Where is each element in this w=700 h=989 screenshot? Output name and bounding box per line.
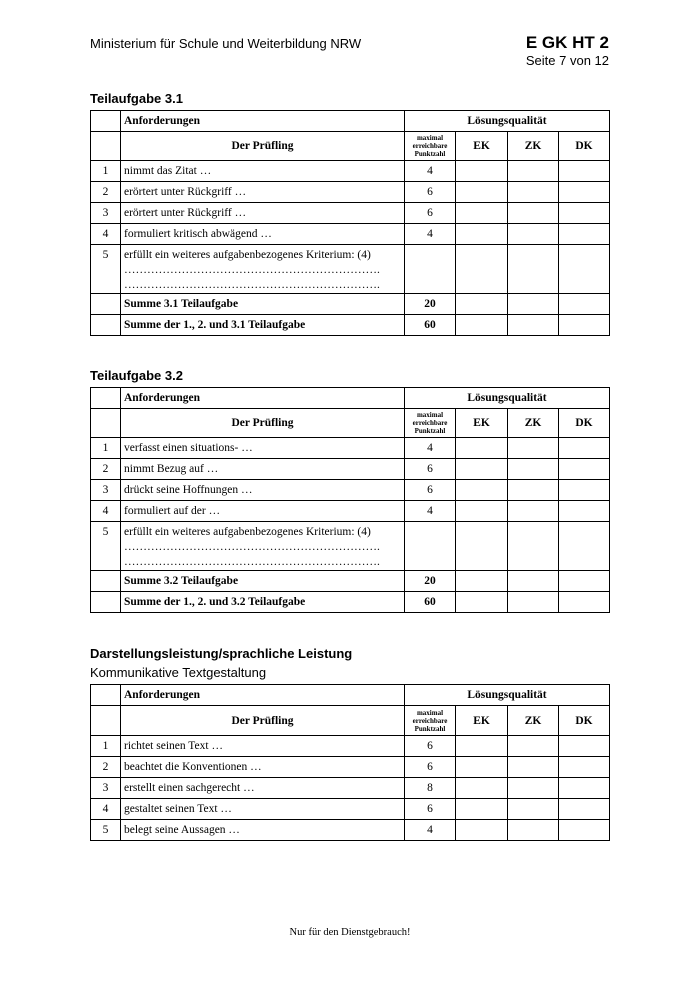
empty-cell: [91, 111, 121, 132]
ek-cell[interactable]: [456, 592, 508, 613]
ek-cell[interactable]: [456, 799, 508, 820]
table-row: [91, 224, 610, 245]
section3-table: [90, 684, 610, 841]
row-points: 6: [405, 736, 456, 757]
dk-cell[interactable]: [559, 224, 610, 245]
row-number: 2: [91, 459, 121, 480]
total-label: Summe der 1., 2. und 3.1 Teilaufgabe: [121, 315, 405, 336]
dk-cell[interactable]: [559, 459, 610, 480]
header-max-points: maximal erreichbare Punktzahl: [405, 132, 456, 161]
dk-cell[interactable]: [559, 736, 610, 757]
zk-cell[interactable]: [508, 778, 559, 799]
table-row: [91, 480, 610, 501]
header-ek: EK: [456, 706, 508, 736]
header-max-points: maximal erreichbare Punktzahl: [405, 409, 456, 438]
row-number: 1: [91, 438, 121, 459]
dk-cell[interactable]: [559, 480, 610, 501]
zk-cell[interactable]: [508, 459, 559, 480]
row-text: verfasst einen situations- …: [121, 438, 405, 459]
table-row: [91, 438, 610, 459]
table-row: [91, 245, 610, 294]
table-row: [91, 736, 610, 757]
empty-cell: [91, 132, 121, 161]
header-pruefling: Der Prüfling: [121, 706, 405, 736]
zk-cell[interactable]: [508, 182, 559, 203]
zk-cell[interactable]: [508, 294, 559, 315]
row-text: formuliert auf der …: [121, 501, 405, 522]
row-number: 2: [91, 182, 121, 203]
page-number: Seite 7 von 12: [525, 53, 609, 68]
footer-note: Nur für den Dienstgebrauch!: [289, 927, 411, 938]
header-ek: EK: [456, 132, 508, 161]
ek-cell[interactable]: [456, 182, 508, 203]
section1-table: [90, 110, 610, 336]
ek-cell[interactable]: [456, 438, 508, 459]
dk-cell[interactable]: [559, 438, 610, 459]
header-dk: DK: [559, 706, 610, 736]
row-number: 5: [91, 522, 121, 571]
row-text: gestaltet seinen Text …: [121, 799, 405, 820]
row-number: 3: [91, 480, 121, 501]
ek-cell[interactable]: [456, 571, 508, 592]
empty-cell: [91, 592, 121, 613]
row-number: 4: [91, 224, 121, 245]
dk-cell[interactable]: [559, 757, 610, 778]
empty-cell: [91, 315, 121, 336]
row-text: nimmt Bezug auf …: [121, 459, 405, 480]
table-row: [91, 203, 610, 224]
sum-row: [91, 294, 610, 315]
empty-cell: [91, 685, 121, 706]
ek-cell[interactable]: [456, 245, 508, 294]
table-row: [91, 501, 610, 522]
row-points: 4: [405, 161, 456, 182]
header-pruefling: Der Prüfling: [121, 409, 405, 438]
ek-cell[interactable]: [456, 736, 508, 757]
row-text: beachtet die Konventionen …: [121, 757, 405, 778]
header-anforderungen: Anforderungen: [121, 685, 405, 706]
ek-cell[interactable]: [456, 224, 508, 245]
row-text: belegt seine Aussagen …: [121, 820, 405, 841]
row-text: erfüllt ein weiteres aufgabenbezogenes Kriterium: (4) …………………………………………………………. ………………………………………………………….: [121, 522, 405, 571]
header-zk: ZK: [508, 132, 559, 161]
dk-cell[interactable]: [559, 571, 610, 592]
row-points: 4: [405, 501, 456, 522]
total-row: [91, 592, 610, 613]
header-pruefling: Der Prüfling: [121, 132, 405, 161]
row-text: erörtert unter Rückgriff …: [121, 182, 405, 203]
zk-cell[interactable]: [508, 203, 559, 224]
zk-cell[interactable]: [508, 480, 559, 501]
row-text: erfüllt ein weiteres aufgabenbezogenes Kriterium: (4) …………………………………………………………. ………………………………………………………….: [121, 245, 405, 294]
dk-cell[interactable]: [559, 522, 610, 571]
empty-cell: [91, 571, 121, 592]
empty-cell: [91, 388, 121, 409]
row-text: erörtert unter Rückgriff …: [121, 203, 405, 224]
header-zk: ZK: [508, 409, 559, 438]
dk-cell[interactable]: [559, 315, 610, 336]
sum-row: [91, 571, 610, 592]
ek-cell[interactable]: [456, 522, 508, 571]
row-number: 4: [91, 799, 121, 820]
zk-cell[interactable]: [508, 522, 559, 571]
zk-cell[interactable]: [508, 757, 559, 778]
exam-code: E GK HT 2: [525, 33, 609, 52]
row-points: 8: [405, 778, 456, 799]
row-number: 3: [91, 203, 121, 224]
total-points: 60: [405, 592, 456, 613]
section2-table: [90, 387, 610, 613]
table-row: [91, 799, 610, 820]
zk-cell[interactable]: [508, 820, 559, 841]
zk-cell[interactable]: [508, 501, 559, 522]
row-points: 6: [405, 480, 456, 501]
ek-cell[interactable]: [456, 501, 508, 522]
ek-cell[interactable]: [456, 778, 508, 799]
sum-points: 20: [405, 294, 456, 315]
row-points: 4: [405, 438, 456, 459]
sum-label: Summe 3.1 Teilaufgabe: [121, 294, 405, 315]
dk-cell[interactable]: [559, 245, 610, 294]
zk-cell[interactable]: [508, 592, 559, 613]
table-row: [91, 161, 610, 182]
row-number: 1: [91, 736, 121, 757]
header-zk: ZK: [508, 706, 559, 736]
ek-cell[interactable]: [456, 757, 508, 778]
row-number: 4: [91, 501, 121, 522]
header-ek: EK: [456, 409, 508, 438]
empty-cell: [91, 294, 121, 315]
row-text: richtet seinen Text …: [121, 736, 405, 757]
zk-cell[interactable]: [508, 571, 559, 592]
row-points: 4: [405, 820, 456, 841]
total-label: Summe der 1., 2. und 3.2 Teilaufgabe: [121, 592, 405, 613]
table-row: [91, 820, 610, 841]
section1-title: Teilaufgabe 3.1: [90, 91, 183, 106]
row-points: 6: [405, 799, 456, 820]
dk-cell[interactable]: [559, 778, 610, 799]
row-points: 6: [405, 182, 456, 203]
header-dk: DK: [559, 409, 610, 438]
ek-cell[interactable]: [456, 480, 508, 501]
ek-cell[interactable]: [456, 459, 508, 480]
row-points: 6: [405, 459, 456, 480]
table-row: [91, 459, 610, 480]
row-text: formuliert kritisch abwägend …: [121, 224, 405, 245]
dk-cell[interactable]: [559, 294, 610, 315]
dk-cell[interactable]: [559, 203, 610, 224]
header-dk: DK: [559, 132, 610, 161]
row-number: 2: [91, 757, 121, 778]
header-max-points: maximal erreichbare Punktzahl: [405, 706, 456, 736]
sum-label: Summe 3.2 Teilaufgabe: [121, 571, 405, 592]
zk-cell[interactable]: [508, 315, 559, 336]
row-points: [405, 245, 456, 294]
empty-cell: [91, 409, 121, 438]
table-row: [91, 182, 610, 203]
dk-cell[interactable]: [559, 501, 610, 522]
dk-cell[interactable]: [559, 161, 610, 182]
row-text: erstellt einen sachgerecht …: [121, 778, 405, 799]
zk-cell[interactable]: [508, 799, 559, 820]
table-row: [91, 757, 610, 778]
row-number: 1: [91, 161, 121, 182]
section3-subtitle: Kommunikative Textgestaltung: [90, 665, 267, 680]
table-row: [91, 778, 610, 799]
header-anforderungen: Anforderungen: [121, 111, 405, 132]
zk-cell[interactable]: [508, 245, 559, 294]
row-points: 4: [405, 224, 456, 245]
total-row: [91, 315, 610, 336]
header-anforderungen: Anforderungen: [121, 388, 405, 409]
row-number: 5: [91, 820, 121, 841]
row-points: [405, 522, 456, 571]
header-loesungsqualitaet: Lösungsqualität: [405, 111, 610, 132]
ek-cell[interactable]: [456, 294, 508, 315]
zk-cell[interactable]: [508, 736, 559, 757]
table-row: [91, 522, 610, 571]
dk-cell[interactable]: [559, 820, 610, 841]
row-points: 6: [405, 757, 456, 778]
empty-cell: [91, 706, 121, 736]
ek-cell[interactable]: [456, 203, 508, 224]
row-number: 3: [91, 778, 121, 799]
dk-cell[interactable]: [559, 592, 610, 613]
sum-points: 20: [405, 571, 456, 592]
zk-cell[interactable]: [508, 224, 559, 245]
row-number: 5: [91, 245, 121, 294]
section2-title: Teilaufgabe 3.2: [90, 368, 183, 383]
dk-cell[interactable]: [559, 799, 610, 820]
zk-cell[interactable]: [508, 161, 559, 182]
ek-cell[interactable]: [456, 315, 508, 336]
section3-title: Darstellungsleistung/sprachliche Leistung: [90, 646, 353, 661]
header-loesungsqualitaet: Lösungsqualität: [405, 388, 610, 409]
zk-cell[interactable]: [508, 438, 559, 459]
header-loesungsqualitaet: Lösungsqualität: [405, 685, 610, 706]
row-text: drückt seine Hoffnungen …: [121, 480, 405, 501]
row-points: 6: [405, 203, 456, 224]
dk-cell[interactable]: [559, 182, 610, 203]
ministry-name: Ministerium für Schule und Weiterbildung NRW: [90, 36, 362, 51]
ek-cell[interactable]: [456, 161, 508, 182]
total-points: 60: [405, 315, 456, 336]
row-text: nimmt das Zitat …: [121, 161, 405, 182]
ek-cell[interactable]: [456, 820, 508, 841]
